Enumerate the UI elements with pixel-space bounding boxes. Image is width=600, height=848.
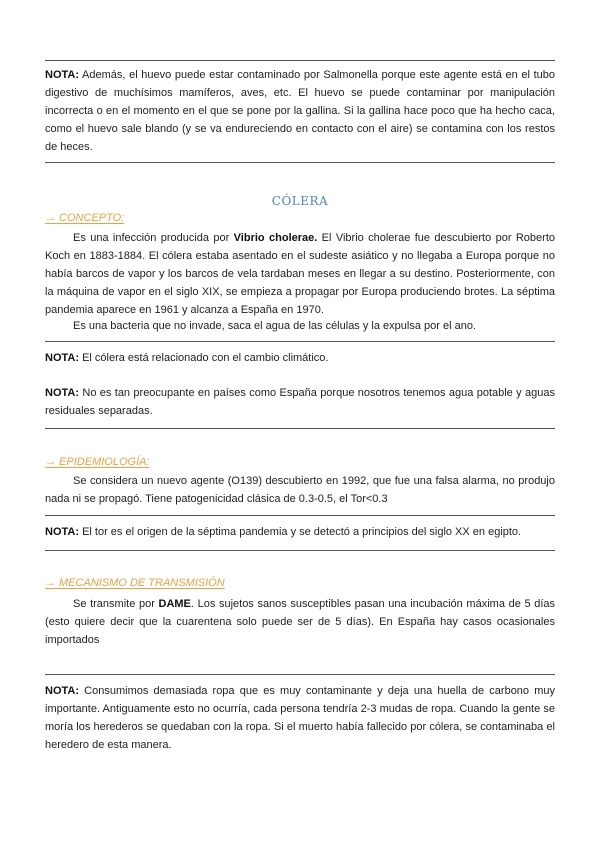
section-heading-concepto: → CONCEPTO:: [45, 212, 125, 224]
epidemiologia-paragraph: Se considera un nuevo agente (O139) descubierto en 1992, que fue una falsa alarma, no produjo nada ni se propagó. Tiene patogenicidad clásica de 0.3-0.5, el Tor<0.3: [45, 475, 555, 505]
note-clothing: [45, 682, 555, 754]
note-label: NOTA:: [45, 526, 80, 538]
concepto-bold: Vibrio cholerae.: [233, 232, 318, 244]
mecanismo-paragraph: [45, 595, 555, 649]
note-label: NOTA:: [45, 352, 80, 364]
note-spain: [45, 384, 555, 420]
concepto-paragraph-2: Es una bacteria que no invade, saca el agua de las células y la expulsa por el ano.: [73, 320, 476, 332]
note-text: El tor es el origen de la séptima pandemia y se detectó a principios del siglo XX en egipto.: [79, 526, 522, 538]
page-title: CÓLERA: [271, 194, 329, 208]
divider: [45, 60, 555, 61]
concepto-text-pre: Es una infección producida por: [73, 232, 234, 244]
note-text: Además, el huevo puede estar contaminado por Salmonella porque este agente está en el tubo digestivo de muchísimos mamíferos, aves, etc. El huevo se puede contaminar por manipulación incorrecta o en el momento en el que se pone por la gallina. Si la gallina hace poco que ha hecho caca, como el huevo sale blando (y se va endureciendo en contacto con el aire) se contamina con los restos de heces.: [45, 69, 555, 153]
note-label: NOTA:: [45, 69, 80, 81]
divider: [45, 341, 555, 342]
section-heading-mecanismo: → MECANISMO DE TRANSMISIÓN: [45, 577, 225, 589]
note-climate: [45, 349, 555, 367]
mecanismo-text-pre: Se transmite por: [73, 598, 159, 610]
note-text: El cólera está relacionado con el cambio climático.: [79, 352, 329, 364]
section-heading-epidemiologia: → EPIDEMIOLOGÍA:: [45, 456, 150, 468]
note-text: Consumimos demasiada ropa que es muy contaminante y deja una huella de carbono muy importante. Antiguamente esto no ocurría, cada persona tendría 2-3 mudas de ropa. Cuando la gente se moría los herederos se quedaban con la ropa. Si el muerto había fallecido por cólera, se contaminaba el heredero de esta manera.: [45, 685, 555, 751]
mecanismo-text-post: . Los sujetos sanos susceptibles pasan una incubación máxima de 5 días (esto quiere decir que la cuarentena solo puede ser de 5 días). En España hay casos ocasionales importados: [45, 598, 555, 646]
divider: [45, 515, 555, 516]
divider: [45, 550, 555, 551]
divider: [45, 674, 555, 675]
note-salmonella: [45, 66, 555, 156]
concepto-text-post: El Vibrio cholerae fue descubierto por Roberto Koch en 1883-1884. El cólera estaba asentado en el sudeste asiático y no llegaba a Europa porque no había barcos de vapor y los barcos de vela tardaban meses en llegar a su destino. Posteriormente, con la máquina de vapor en el siglo XIX, se empieza a propagar por Europa produciendo brotes. La séptima pandemia aparece en 1961 y alcanza a España en 1970.: [45, 232, 555, 316]
concepto-paragraph: [45, 229, 555, 319]
note-label: NOTA:: [45, 387, 80, 399]
note-label: NOTA:: [45, 685, 80, 697]
note-eltor: [45, 523, 555, 541]
note-text: No es tan preocupante en países como España porque nosotros tenemos agua potable y aguas residuales separadas.: [45, 387, 555, 417]
divider: [45, 428, 555, 429]
mecanismo-bold: DAME: [158, 598, 191, 610]
divider: [45, 162, 555, 163]
